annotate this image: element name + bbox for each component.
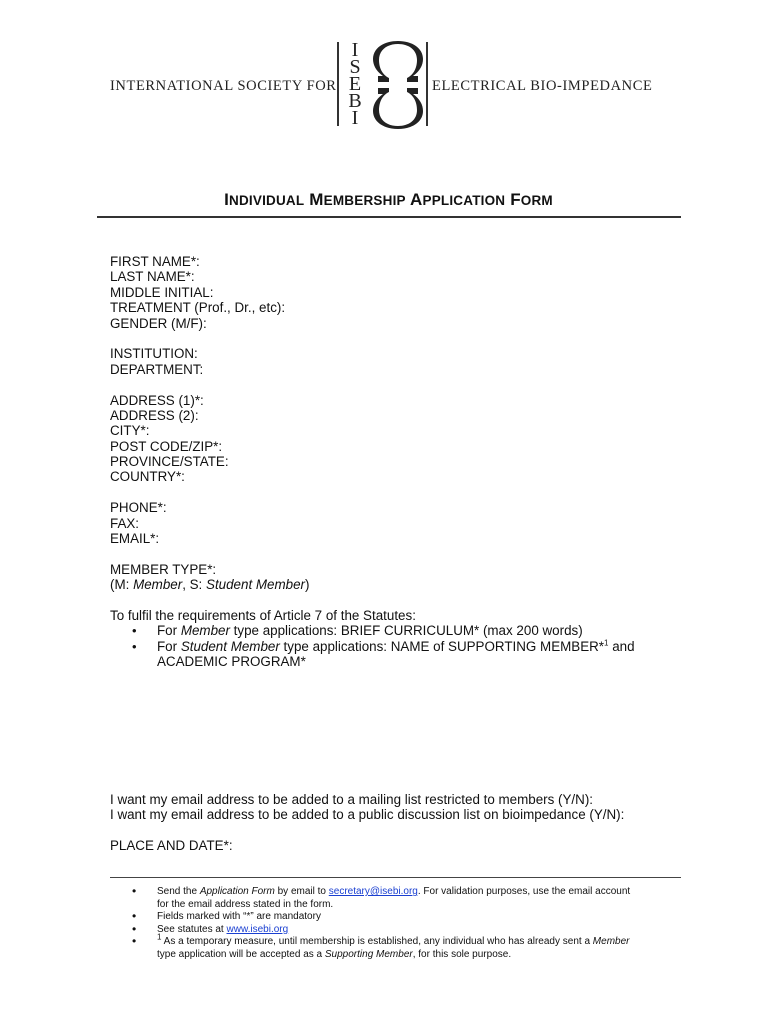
mailing-public-label: I want my email address to be added to a public discussion list on bioimpedance (Y/N): (110, 807, 625, 823)
footnote-mandatory: • Fields marked with “*” are mandatory (110, 911, 710, 924)
logo-letter: E (348, 73, 362, 95)
footnote-rule (110, 877, 681, 878)
footnote-send: • Send the Application Form by email to secretary@isebi.org. For validation purposes, use the email account for the email address stated in the form. (110, 886, 710, 911)
phone-label: PHONE*: (110, 500, 167, 516)
isebi-logo (0, 40, 770, 130)
member-type-label: MEMBER TYPE*: (110, 561, 217, 577)
logo-divider-right (426, 42, 428, 126)
logo-isebi-letters (342, 39, 368, 129)
footnote-statutes: • See statutes at www.isebi.org (110, 924, 710, 937)
fax-label: FAX: (110, 515, 140, 531)
logo-letter: B (348, 90, 362, 112)
mailing-restricted-label: I want my email address to be added to a mailing list restricted to members (Y/N): (110, 792, 593, 807)
place-date-label: PLACE AND DATE*: (110, 838, 233, 854)
first-name-label: FIRST NAME*: (110, 254, 200, 269)
secretary-email-link[interactable]: secretary@isebi.org (328, 886, 418, 897)
middle-initial-label: MIDDLE INITIAL: (110, 284, 214, 300)
logo-left-text: INTERNATIONAL SOCIETY FOR (110, 78, 337, 94)
footnotes (110, 886, 710, 962)
omega-icon (370, 40, 426, 130)
member-type-note: (M: Member, S: Student Member) (110, 577, 310, 593)
requirements-intro: To fulfil the requirements of Article 7 of the Statutes: (110, 607, 416, 623)
logo-right-text: ELECTRICAL BIO-IMPEDANCE (432, 78, 653, 94)
department-label: DEPARTMENT: (110, 361, 204, 377)
last-name-label: LAST NAME*: (110, 269, 195, 285)
isebi-website-link[interactable]: www.isebi.org (226, 923, 289, 935)
logo-divider-left (337, 42, 339, 126)
requirement-student-member: • For Student Member type applications: NAME of SUPPORTING MEMBER*$^1$ and ACADEMIC PROGRAM* (110, 639, 710, 670)
form-fields (110, 254, 710, 670)
requirement-member: • For Member type applications: BRIEF CURRICULUM* (max 200 words) (110, 623, 710, 638)
mailing-options (110, 792, 710, 854)
province-label: PROVINCE/STATE: (110, 454, 229, 470)
logo-letter: I (351, 107, 359, 129)
form-title: INDIVIDUAL MEMBERSHIP APPLICATION FORM (224, 190, 553, 209)
email-label: EMAIL*: (110, 531, 160, 547)
treatment-label: TREATMENT (Prof., Dr., etc): (110, 300, 286, 316)
address2-label: ADDRESS (2): (110, 407, 199, 423)
country-label: COUNTRY*: (110, 469, 185, 485)
footnote-temporary: • $^1$ As a temporary measure, until membership is established, any individual who has already sent a Member type application will be accepted as a Supporting Member, for this sole purpose. (110, 936, 710, 961)
address1-label: ADDRESS (1)*: (110, 392, 204, 408)
city-label: CITY*: (110, 423, 150, 439)
logo-letter: I (351, 39, 359, 61)
postcode-label: POST CODE/ZIP*: (110, 438, 223, 454)
logo-letter: S (349, 56, 361, 78)
institution-label: INSTITUTION: (110, 346, 198, 362)
title-underline (97, 216, 681, 218)
requirements-list (110, 623, 710, 669)
gender-label: GENDER (M/F): (110, 315, 207, 331)
